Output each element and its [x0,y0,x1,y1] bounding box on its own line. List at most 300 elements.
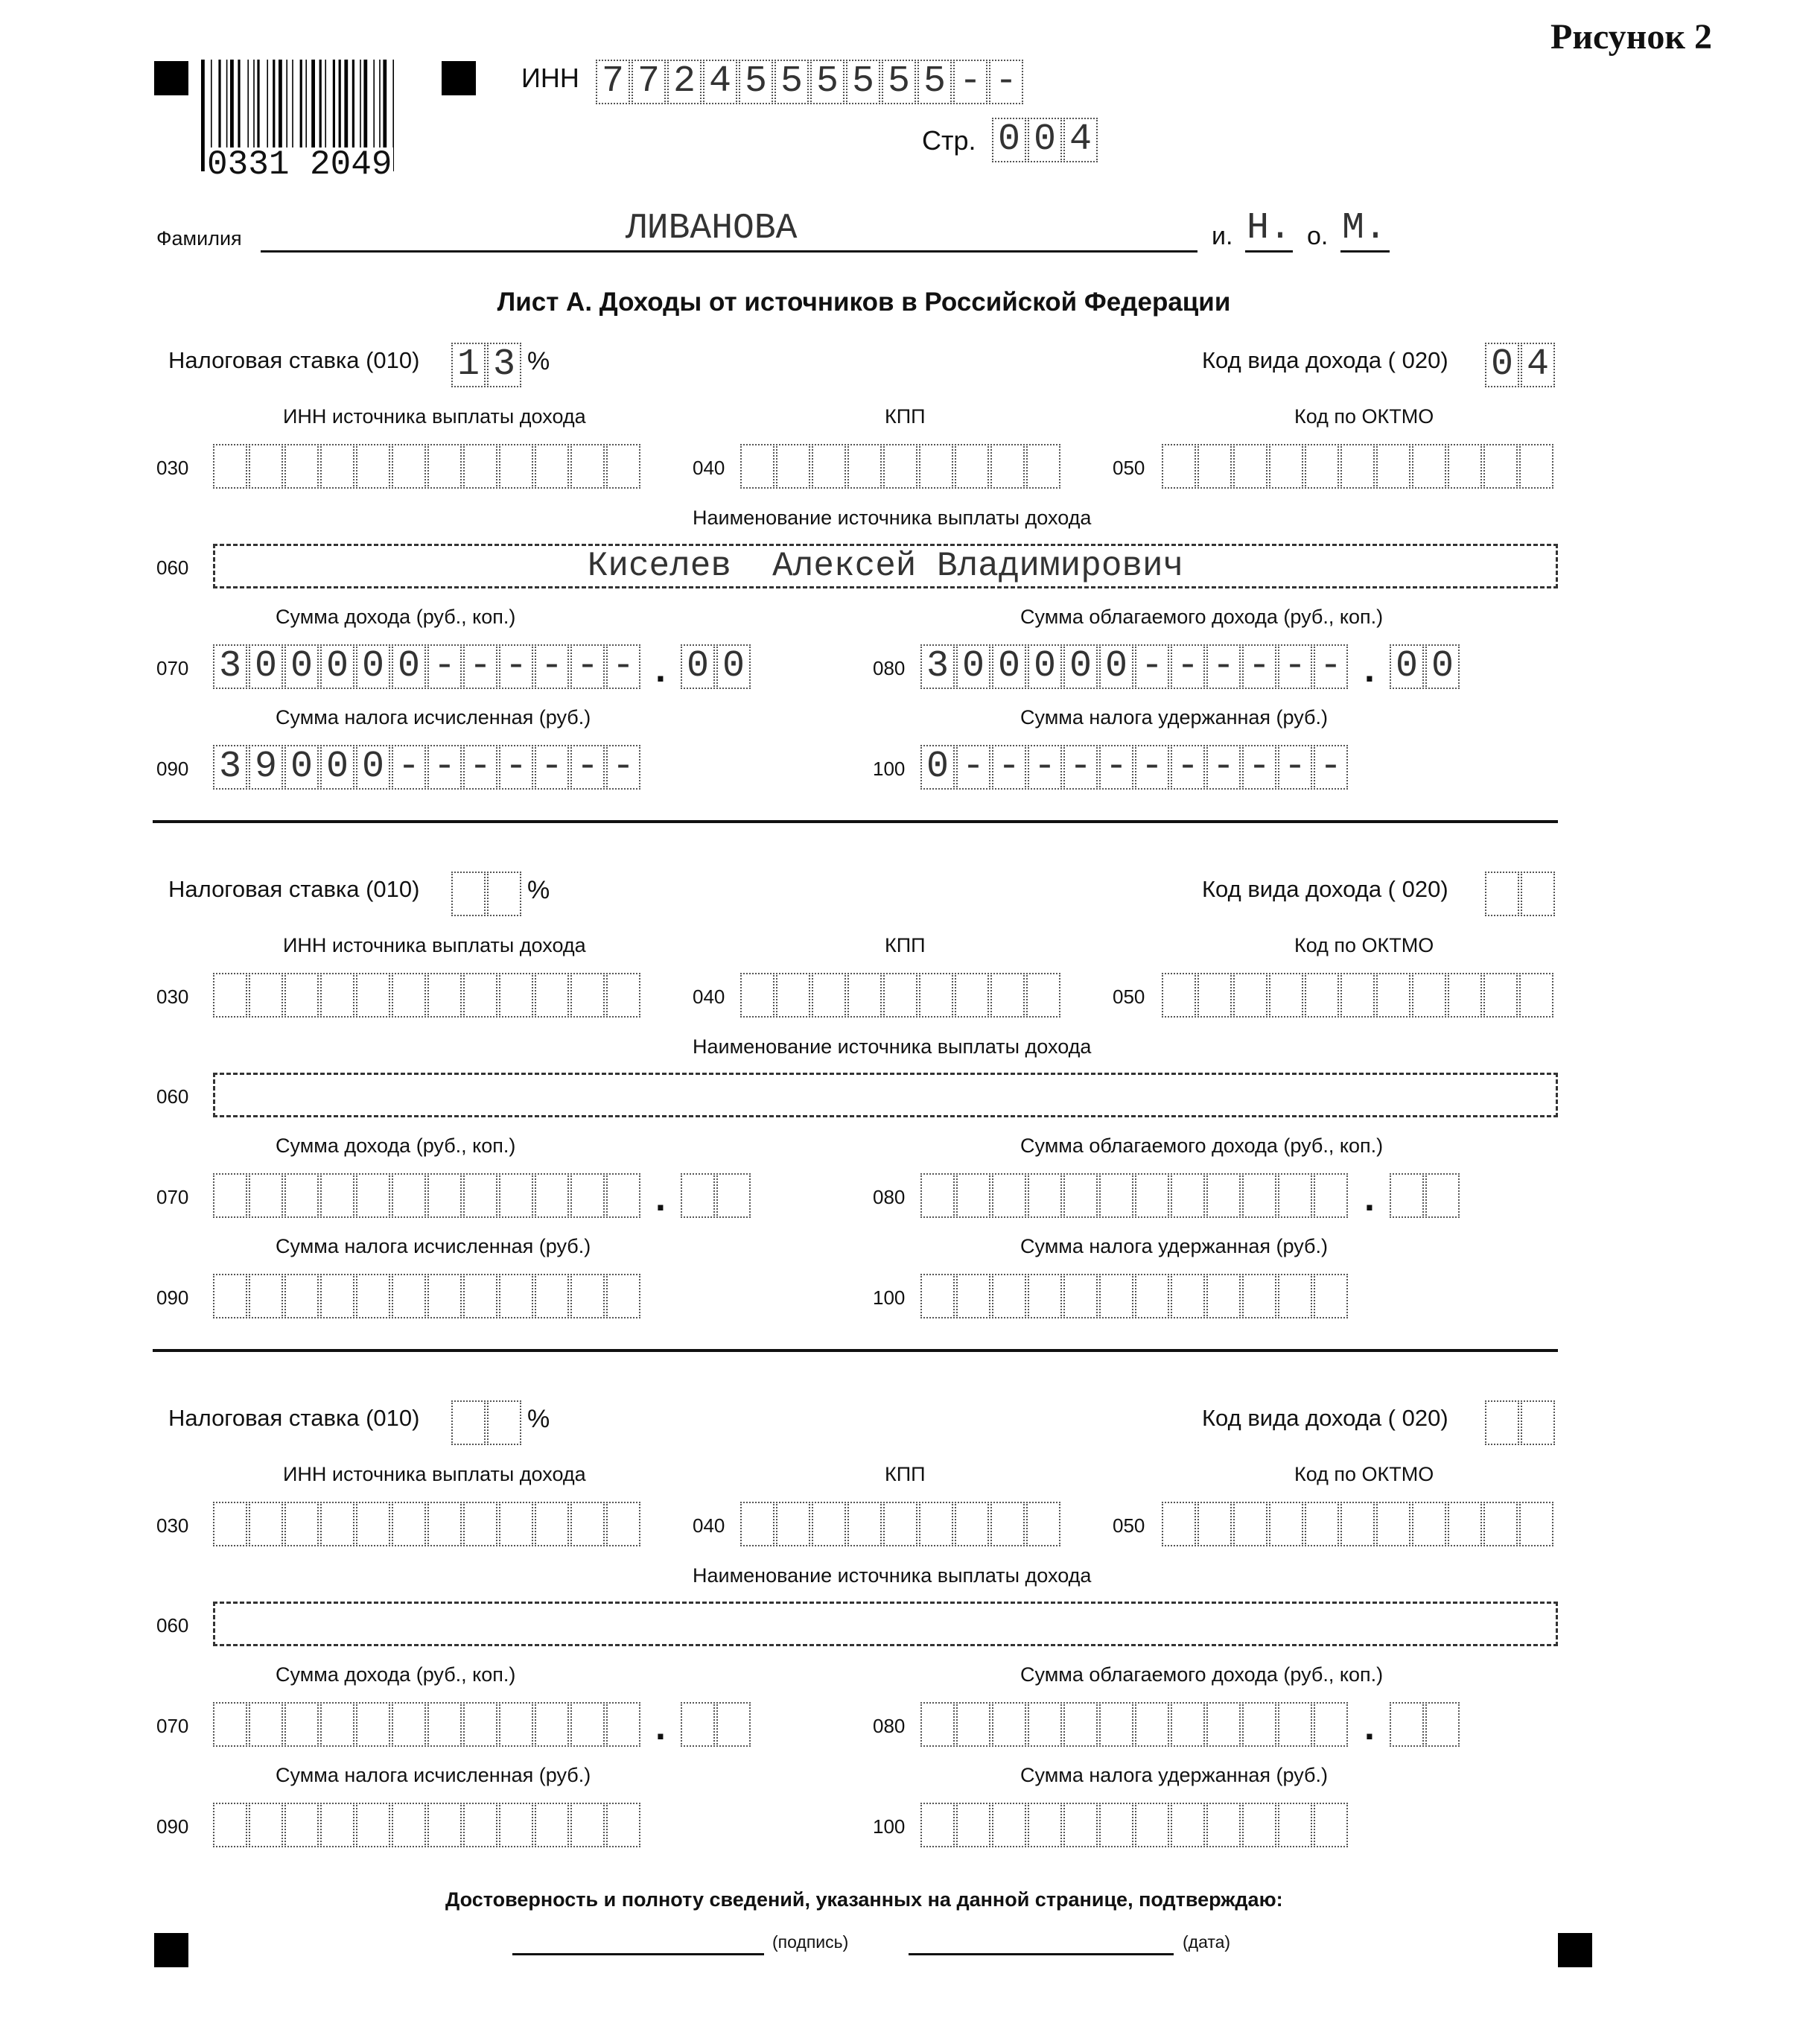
tax-calc-cells-2[interactable] [213,1274,640,1318]
tax-calc-cells-1[interactable] [213,745,640,790]
digit-cell[interactable]: - [989,60,1023,104]
digit-cell[interactable] [249,1173,283,1218]
digit-cell[interactable] [499,1173,533,1218]
digit-cell[interactable]: 0 [249,644,283,689]
digit-cell[interactable] [716,1173,751,1218]
taxable-kop-cells-3[interactable] [1390,1702,1460,1747]
digit-cell[interactable] [992,1274,1026,1318]
digit-cell[interactable] [1063,1173,1098,1218]
digit-cell[interactable] [1376,444,1410,489]
digit-cell[interactable]: - [1314,644,1348,689]
digit-cell[interactable] [1519,1502,1553,1546]
digit-cell[interactable]: - [606,644,640,689]
digit-cell[interactable] [1242,1173,1276,1218]
digit-cell[interactable] [1135,1803,1169,1847]
digit-cell[interactable] [392,1803,426,1847]
initial-o-value[interactable]: М. [1342,207,1387,250]
digit-cell[interactable]: 4 [1521,343,1555,387]
digit-cell[interactable]: - [1278,644,1312,689]
digit-cell[interactable] [320,1502,354,1546]
income-kop-cells-2[interactable] [681,1173,751,1218]
source-name-field-3[interactable] [213,1602,1558,1646]
digit-cell[interactable] [776,1502,810,1546]
digit-cell[interactable] [1521,872,1555,916]
digit-cell[interactable] [284,1502,319,1546]
digit-cell[interactable] [535,1702,569,1747]
taxable-kop-cells-2[interactable] [1390,1173,1460,1218]
digit-cell[interactable] [1269,444,1303,489]
digit-cell[interactable]: - [1206,644,1241,689]
digit-cell[interactable] [1448,973,1482,1018]
digit-cell[interactable] [427,1274,462,1318]
digit-cell[interactable]: 0 [320,745,354,790]
digit-cell[interactable]: 7 [596,60,630,104]
digit-cell[interactable]: 0 [1099,644,1133,689]
digit-cell[interactable]: 0 [956,644,990,689]
digit-cell[interactable]: 0 [1390,644,1424,689]
digit-cell[interactable]: 1 [451,343,486,387]
digit-cell[interactable] [1448,1502,1482,1546]
digit-cell[interactable] [606,1803,640,1847]
digit-cell[interactable]: - [427,745,462,790]
digit-cell[interactable] [1314,1173,1348,1218]
inn-source-cells-2[interactable] [213,973,640,1018]
digit-cell[interactable] [463,1274,497,1318]
digit-cell[interactable] [1063,1803,1098,1847]
digit-cell[interactable]: 0 [992,644,1026,689]
digit-cell[interactable]: 0 [1028,118,1062,162]
digit-cell[interactable] [451,1400,486,1445]
digit-cell[interactable] [1028,1274,1062,1318]
digit-cell[interactable] [284,444,319,489]
digit-cell[interactable] [847,1502,882,1546]
digit-cell[interactable] [1197,973,1232,1018]
digit-cell[interactable] [1028,1173,1062,1218]
digit-cell[interactable]: - [992,745,1026,790]
digit-cell[interactable] [249,1274,283,1318]
digit-cell[interactable]: 3 [213,644,247,689]
digit-cell[interactable]: - [499,745,533,790]
digit-cell[interactable]: - [1135,644,1169,689]
digit-cell[interactable] [320,973,354,1018]
digit-cell[interactable] [1026,1502,1060,1546]
digit-cell[interactable] [716,1702,751,1747]
digit-cell[interactable] [427,444,462,489]
digit-cell[interactable] [1171,1274,1205,1318]
digit-cell[interactable]: 0 [1425,644,1460,689]
digit-cell[interactable] [499,1702,533,1747]
digit-cell[interactable] [463,1803,497,1847]
inn-source-cells-3[interactable] [213,1502,640,1546]
digit-cell[interactable] [570,1502,605,1546]
oktmo-cells-1[interactable] [1162,444,1553,489]
digit-cell[interactable]: 3 [487,343,521,387]
digit-cell[interactable] [1099,1173,1133,1218]
date-line[interactable] [909,1953,1174,1955]
digit-cell[interactable] [499,973,533,1018]
digit-cell[interactable] [392,444,426,489]
digit-cell[interactable]: - [463,644,497,689]
digit-cell[interactable]: 5 [739,60,773,104]
digit-cell[interactable]: 9 [249,745,283,790]
digit-cell[interactable] [1171,1803,1205,1847]
digit-cell[interactable] [776,973,810,1018]
digit-cell[interactable]: - [1206,745,1241,790]
digit-cell[interactable] [499,1274,533,1318]
digit-cell[interactable] [463,1173,497,1218]
digit-cell[interactable] [392,1274,426,1318]
digit-cell[interactable] [990,444,1025,489]
digit-cell[interactable] [356,1173,390,1218]
digit-cell[interactable]: 3 [920,644,955,689]
oktmo-cells-2[interactable] [1162,973,1553,1018]
digit-cell[interactable] [920,1274,955,1318]
digit-cell[interactable] [920,1803,955,1847]
income-code-cells-3[interactable] [1485,1400,1555,1445]
inn-source-cells-1[interactable] [213,444,640,489]
digit-cell[interactable] [1162,973,1196,1018]
digit-cell[interactable] [427,973,462,1018]
digit-cell[interactable] [284,1173,319,1218]
digit-cell[interactable] [992,1173,1026,1218]
digit-cell[interactable] [1314,1803,1348,1847]
digit-cell[interactable] [499,1502,533,1546]
digit-cell[interactable] [990,1502,1025,1546]
digit-cell[interactable] [427,1173,462,1218]
digit-cell[interactable] [213,444,247,489]
digit-cell[interactable] [1314,1702,1348,1747]
digit-cell[interactable]: 7 [632,60,666,104]
digit-cell[interactable]: 0 [1485,343,1519,387]
digit-cell[interactable]: - [1171,644,1205,689]
digit-cell[interactable] [356,1502,390,1546]
digit-cell[interactable] [1135,1173,1169,1218]
digit-cell[interactable]: 5 [846,60,880,104]
digit-cell[interactable] [451,872,486,916]
digit-cell[interactable] [956,1274,990,1318]
digit-cell[interactable] [213,1502,247,1546]
digit-cell[interactable] [883,1502,917,1546]
digit-cell[interactable] [1278,1702,1312,1747]
digit-cell[interactable] [1412,444,1446,489]
digit-cell[interactable] [249,1702,283,1747]
digit-cell[interactable] [1519,444,1553,489]
income-rub-cells-2[interactable] [213,1173,640,1218]
digit-cell[interactable] [392,1502,426,1546]
digit-cell[interactable] [284,973,319,1018]
digit-cell[interactable] [1063,1274,1098,1318]
digit-cell[interactable]: 5 [810,60,844,104]
digit-cell[interactable] [812,973,846,1018]
tax-rate-cells-2[interactable] [451,872,521,916]
digit-cell[interactable] [1305,1502,1339,1546]
digit-cell[interactable] [570,1803,605,1847]
digit-cell[interactable]: 3 [213,745,247,790]
digit-cell[interactable] [1305,973,1339,1018]
digit-cell[interactable]: - [1135,745,1169,790]
digit-cell[interactable] [249,973,283,1018]
digit-cell[interactable] [1099,1702,1133,1747]
digit-cell[interactable] [919,973,953,1018]
digit-cell[interactable] [1483,444,1518,489]
digit-cell[interactable]: 0 [392,644,426,689]
digit-cell[interactable] [1448,444,1482,489]
digit-cell[interactable] [1233,444,1267,489]
digit-cell[interactable] [1242,1803,1276,1847]
taxable-kop-cells-1[interactable] [1390,644,1460,689]
digit-cell[interactable]: 4 [703,60,737,104]
digit-cell[interactable] [606,973,640,1018]
digit-cell[interactable]: 0 [681,644,715,689]
tax-rate-cells-1[interactable] [451,343,521,387]
digit-cell[interactable] [606,1274,640,1318]
digit-cell[interactable] [1278,1274,1312,1318]
digit-cell[interactable] [776,444,810,489]
digit-cell[interactable]: 0 [1063,644,1098,689]
kpp-cells-3[interactable] [740,1502,1060,1546]
tax-withheld-cells-1[interactable] [920,745,1348,790]
income-code-cells-2[interactable] [1485,872,1555,916]
income-rub-cells-1[interactable] [213,644,640,689]
digit-cell[interactable] [1197,444,1232,489]
taxable-rub-cells-2[interactable] [920,1173,1348,1218]
digit-cell[interactable] [392,1173,426,1218]
digit-cell[interactable] [535,1274,569,1318]
digit-cell[interactable] [955,1502,989,1546]
initial-i-value[interactable]: Н. [1247,207,1292,250]
tax-withheld-cells-3[interactable] [920,1803,1348,1847]
digit-cell[interactable] [606,1173,640,1218]
tax-rate-cells-3[interactable] [451,1400,521,1445]
digit-cell[interactable] [1340,1502,1375,1546]
digit-cell[interactable]: 0 [992,118,1026,162]
digit-cell[interactable]: 0 [284,644,319,689]
digit-cell[interactable]: 0 [284,745,319,790]
digit-cell[interactable]: 0 [920,745,955,790]
digit-cell[interactable] [955,444,989,489]
digit-cell[interactable] [570,444,605,489]
digit-cell[interactable] [919,1502,953,1546]
income-rub-cells-3[interactable] [213,1702,640,1747]
digit-cell[interactable] [606,444,640,489]
inn-cells[interactable] [596,60,1023,104]
digit-cell[interactable] [213,1274,247,1318]
digit-cell[interactable]: 5 [774,60,809,104]
tax-calc-cells-3[interactable] [213,1803,640,1847]
digit-cell[interactable] [681,1173,715,1218]
digit-cell[interactable] [1278,1803,1312,1847]
digit-cell[interactable] [1063,1702,1098,1747]
digit-cell[interactable] [535,973,569,1018]
digit-cell[interactable] [249,444,283,489]
source-name-field-1[interactable]: Киселев Алексей Владимирович [213,544,1558,588]
digit-cell[interactable] [427,1502,462,1546]
digit-cell[interactable] [740,973,774,1018]
digit-cell[interactable] [320,444,354,489]
digit-cell[interactable] [1376,973,1410,1018]
digit-cell[interactable] [992,1702,1026,1747]
digit-cell[interactable] [356,1803,390,1847]
digit-cell[interactable] [990,973,1025,1018]
digit-cell[interactable]: - [1099,745,1133,790]
digit-cell[interactable] [320,1803,354,1847]
digit-cell[interactable] [356,1274,390,1318]
digit-cell[interactable] [883,973,917,1018]
digit-cell[interactable] [1485,1400,1519,1445]
digit-cell[interactable] [249,1803,283,1847]
taxable-rub-cells-3[interactable] [920,1702,1348,1747]
digit-cell[interactable] [284,1274,319,1318]
digit-cell[interactable]: - [392,745,426,790]
digit-cell[interactable] [1242,1274,1276,1318]
digit-cell[interactable] [535,1502,569,1546]
digit-cell[interactable] [1206,1702,1241,1747]
digit-cell[interactable] [681,1702,715,1747]
digit-cell[interactable] [812,1502,846,1546]
digit-cell[interactable] [1171,1702,1205,1747]
digit-cell[interactable] [1206,1173,1241,1218]
digit-cell[interactable] [249,1502,283,1546]
digit-cell[interactable] [1278,1173,1312,1218]
source-name-field-2[interactable] [213,1073,1558,1117]
tax-withheld-cells-2[interactable] [920,1274,1348,1318]
digit-cell[interactable] [1340,444,1375,489]
digit-cell[interactable] [1162,1502,1196,1546]
digit-cell[interactable] [320,1702,354,1747]
digit-cell[interactable] [606,1702,640,1747]
digit-cell[interactable]: 0 [1028,644,1062,689]
digit-cell[interactable] [463,973,497,1018]
digit-cell[interactable] [920,1702,955,1747]
digit-cell[interactable]: 5 [917,60,952,104]
digit-cell[interactable] [740,1502,774,1546]
digit-cell[interactable] [1483,973,1518,1018]
digit-cell[interactable] [463,1502,497,1546]
taxable-rub-cells-1[interactable] [920,644,1348,689]
digit-cell[interactable] [427,1803,462,1847]
digit-cell[interactable] [213,1803,247,1847]
digit-cell[interactable] [955,973,989,1018]
digit-cell[interactable] [320,1274,354,1318]
digit-cell[interactable] [356,973,390,1018]
digit-cell[interactable] [213,973,247,1018]
digit-cell[interactable] [463,444,497,489]
digit-cell[interactable] [1162,444,1196,489]
digit-cell[interactable] [812,444,846,489]
digit-cell[interactable] [284,1702,319,1747]
digit-cell[interactable] [1425,1702,1460,1747]
income-kop-cells-1[interactable] [681,644,751,689]
digit-cell[interactable] [740,444,774,489]
kpp-cells-2[interactable] [740,973,1060,1018]
digit-cell[interactable]: 5 [882,60,916,104]
digit-cell[interactable]: - [570,745,605,790]
digit-cell[interactable] [992,1803,1026,1847]
digit-cell[interactable] [1314,1274,1348,1318]
digit-cell[interactable] [535,1803,569,1847]
oktmo-cells-3[interactable] [1162,1502,1553,1546]
digit-cell[interactable] [1099,1803,1133,1847]
digit-cell[interactable]: - [1242,745,1276,790]
digit-cell[interactable] [1206,1803,1241,1847]
digit-cell[interactable] [1206,1274,1241,1318]
digit-cell[interactable] [463,1702,497,1747]
digit-cell[interactable]: 4 [1063,118,1098,162]
digit-cell[interactable] [1412,973,1446,1018]
page-number-cells[interactable] [992,118,1098,162]
digit-cell[interactable]: 0 [716,644,751,689]
digit-cell[interactable] [570,1274,605,1318]
digit-cell[interactable] [847,973,882,1018]
digit-cell[interactable] [499,1803,533,1847]
digit-cell[interactable] [1485,872,1519,916]
digit-cell[interactable] [883,444,917,489]
digit-cell[interactable] [427,1702,462,1747]
digit-cell[interactable]: 0 [356,644,390,689]
digit-cell[interactable] [1521,1400,1555,1445]
digit-cell[interactable] [487,1400,521,1445]
digit-cell[interactable]: - [570,644,605,689]
digit-cell[interactable]: - [1063,745,1098,790]
digit-cell[interactable] [1269,1502,1303,1546]
digit-cell[interactable] [956,1173,990,1218]
digit-cell[interactable] [847,444,882,489]
digit-cell[interactable] [487,872,521,916]
digit-cell[interactable]: - [953,60,987,104]
digit-cell[interactable]: - [606,745,640,790]
digit-cell[interactable] [1026,973,1060,1018]
digit-cell[interactable] [1519,973,1553,1018]
digit-cell[interactable]: - [427,644,462,689]
digit-cell[interactable] [1197,1502,1232,1546]
digit-cell[interactable] [535,444,569,489]
digit-cell[interactable] [1390,1173,1424,1218]
digit-cell[interactable] [1305,444,1339,489]
digit-cell[interactable] [1483,1502,1518,1546]
kpp-cells-1[interactable] [740,444,1060,489]
surname-value[interactable]: ЛИВАНОВА [626,209,798,249]
digit-cell[interactable]: - [535,644,569,689]
digit-cell[interactable]: - [535,745,569,790]
digit-cell[interactable]: - [956,745,990,790]
digit-cell[interactable] [606,1502,640,1546]
digit-cell[interactable]: - [1314,745,1348,790]
digit-cell[interactable] [356,444,390,489]
digit-cell[interactable] [320,1173,354,1218]
digit-cell[interactable] [956,1702,990,1747]
digit-cell[interactable] [919,444,953,489]
income-kop-cells-3[interactable] [681,1702,751,1747]
digit-cell[interactable] [570,1702,605,1747]
digit-cell[interactable]: - [499,644,533,689]
signature-line[interactable] [512,1953,764,1955]
digit-cell[interactable] [1269,973,1303,1018]
digit-cell[interactable]: - [1171,745,1205,790]
digit-cell[interactable] [920,1173,955,1218]
digit-cell[interactable] [1135,1702,1169,1747]
digit-cell[interactable]: - [1028,745,1062,790]
digit-cell[interactable]: 0 [320,644,354,689]
digit-cell[interactable] [499,444,533,489]
digit-cell[interactable] [284,1803,319,1847]
digit-cell[interactable] [1233,1502,1267,1546]
digit-cell[interactable]: 0 [356,745,390,790]
digit-cell[interactable] [1099,1274,1133,1318]
digit-cell[interactable] [1028,1702,1062,1747]
digit-cell[interactable] [1135,1274,1169,1318]
digit-cell[interactable] [1233,973,1267,1018]
digit-cell[interactable] [1390,1702,1424,1747]
